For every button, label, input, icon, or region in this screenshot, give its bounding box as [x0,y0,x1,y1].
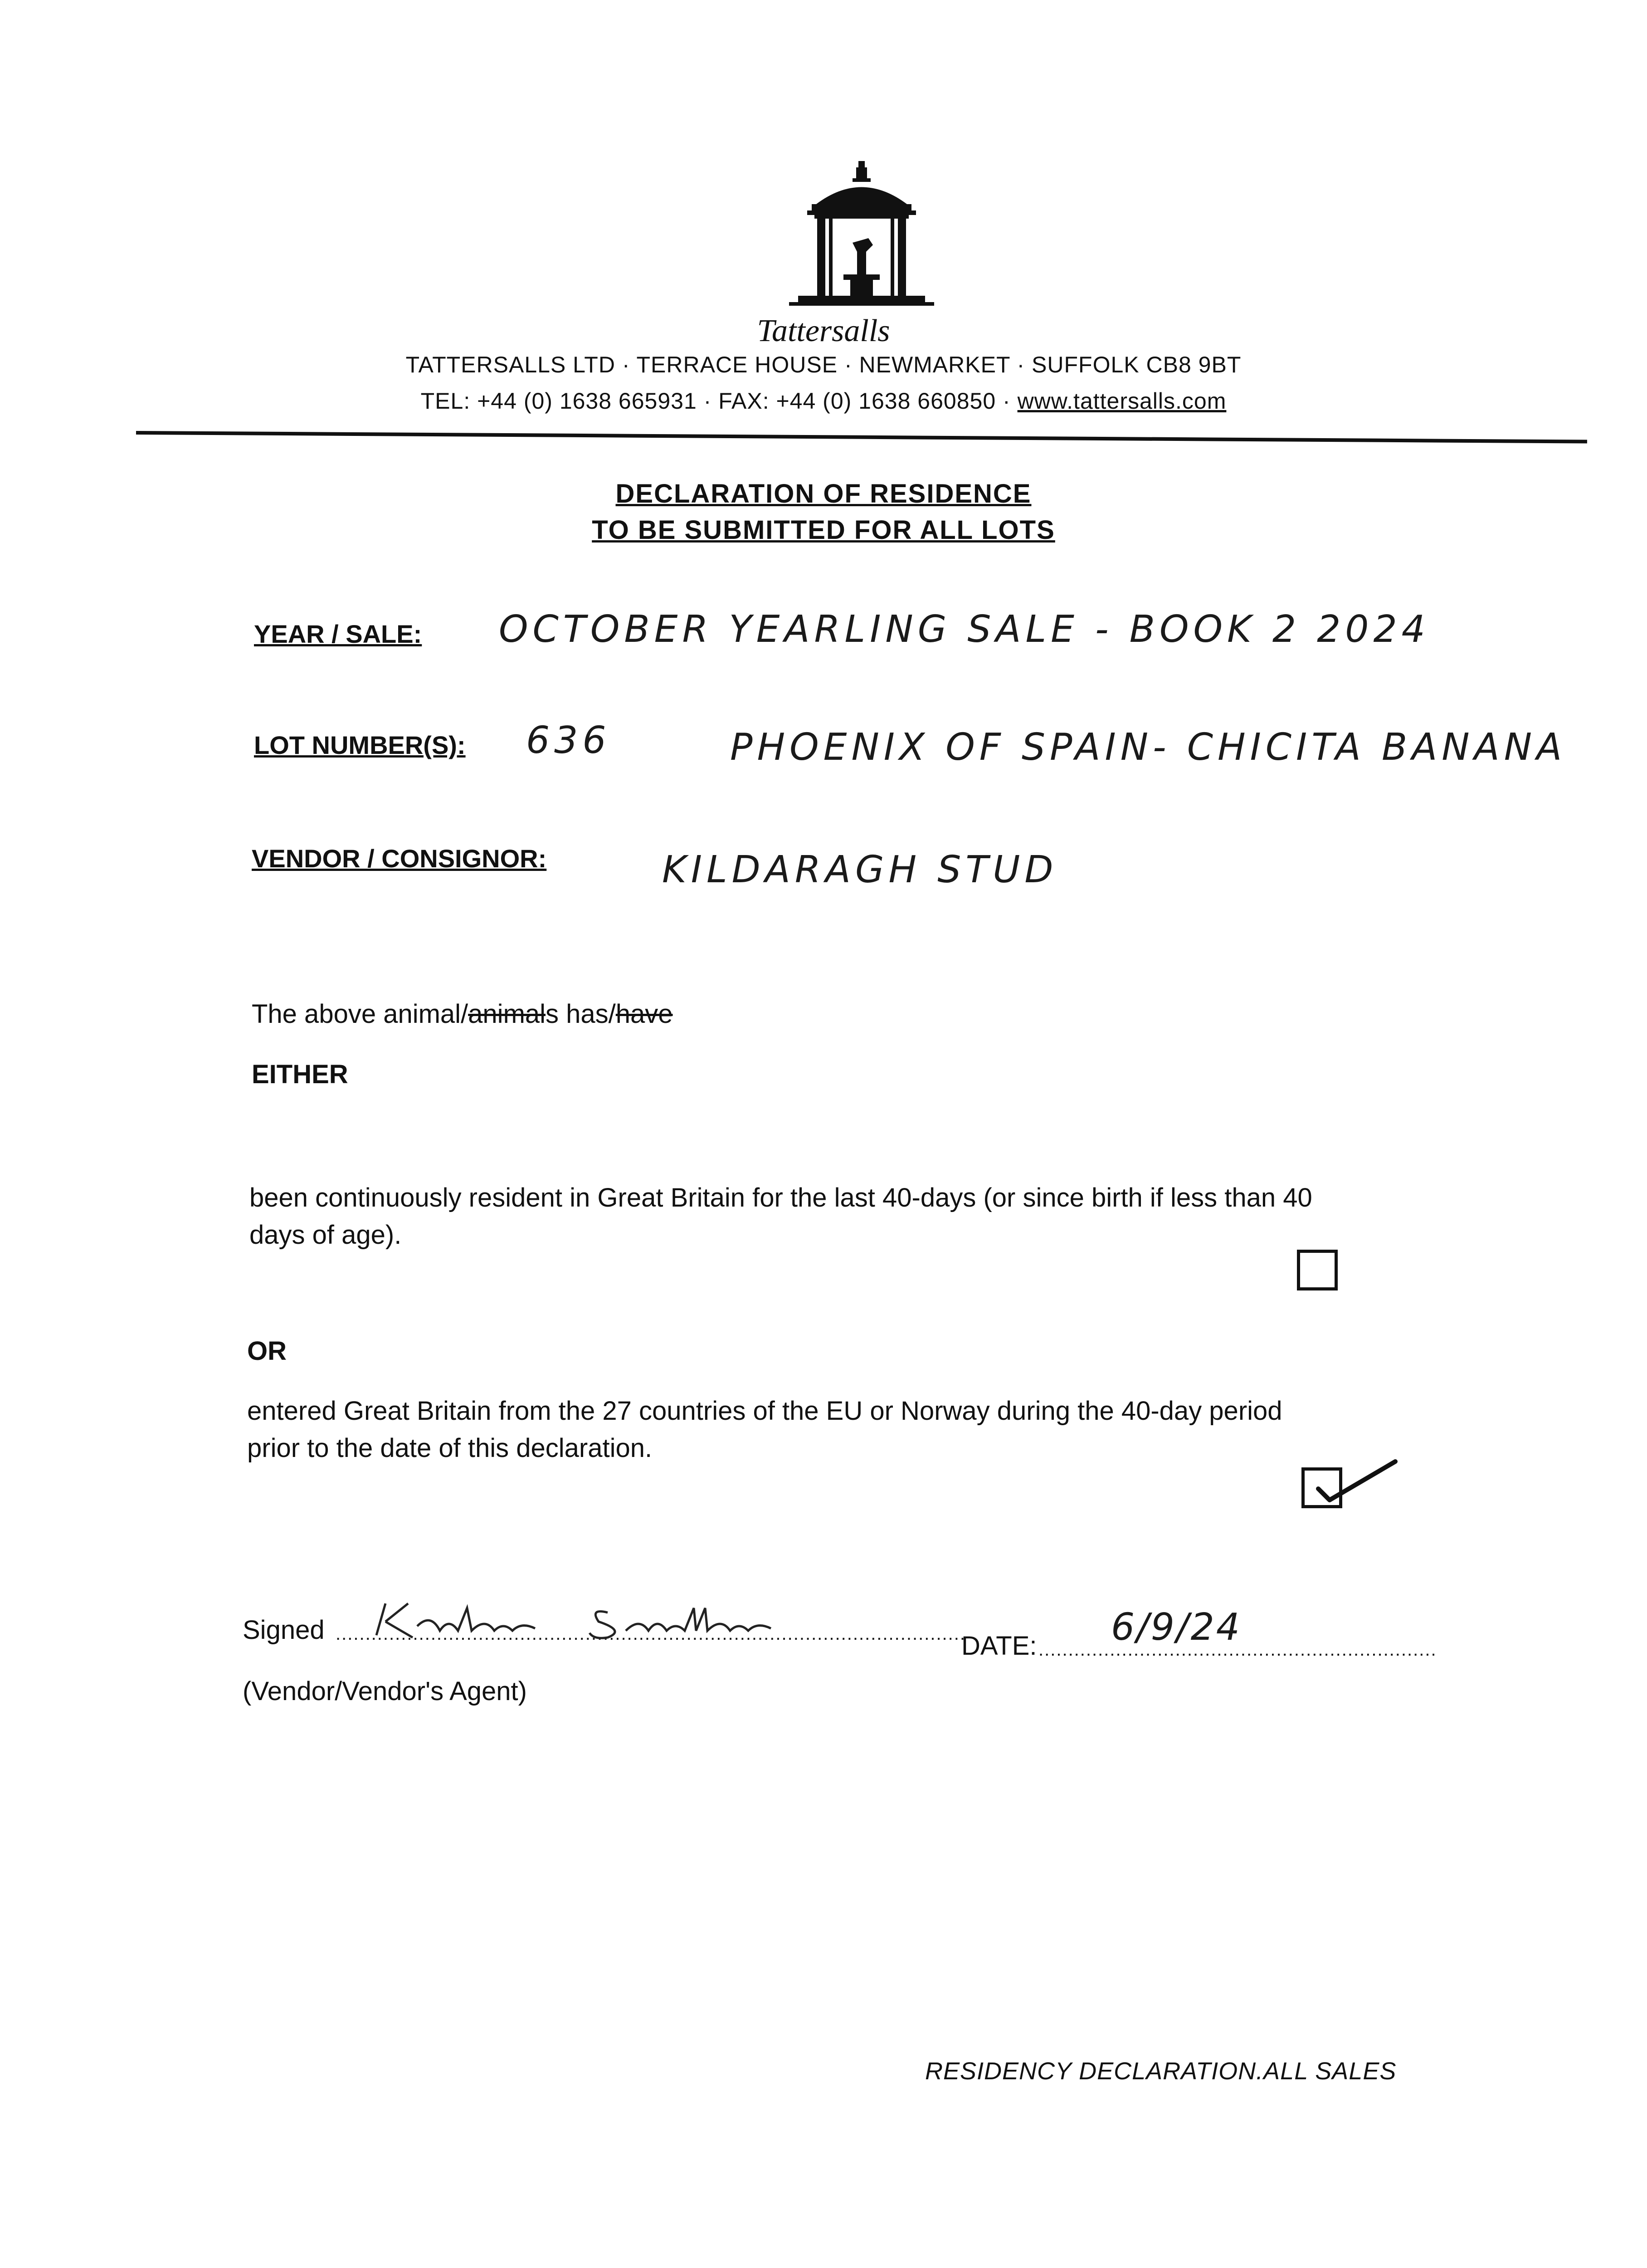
signatory-role: (Vendor/Vendor's Agent) [243,1677,527,1706]
option-entered-checkbox[interactable] [1301,1467,1342,1508]
header-divider [136,431,1587,444]
brand-name: Tattersalls [757,313,890,348]
option-entered-line1: entered Great Britain from the 27 countries of the EU or Norway during the 40-day period [247,1396,1282,1426]
option-entered-line2: prior to the date of this declaration. [247,1433,653,1463]
website-link[interactable]: www.tattersalls.com [1017,388,1227,414]
intro-text-b: s has/ [546,999,616,1029]
lot-description-value[interactable]: PHOENIX OF SPAIN- CHICITA BANANA [730,726,1567,769]
option-resident-line1: been continuously resident in Great Britain for the last 40-days (or since birth if less than 40 [249,1183,1312,1212]
struck-animal: animal [468,999,546,1029]
lot-number-value[interactable]: 636 [526,719,611,762]
form-title: DECLARATION OF RESIDENCE [615,479,1032,508]
contact-phone-fax: TEL: +44 (0) 1638 665931 · FAX: +44 (0) 1638 660850 · [420,388,1018,414]
form-subtitle: TO BE SUBMITTED FOR ALL LOTS [592,515,1055,545]
signature-dotted-line: .......................................................................................................... [336,1624,966,1644]
pavilion-statue-logo-icon [789,161,934,315]
option-resident [249,1179,1312,1254]
date-value[interactable]: 6/9/24 [1111,1606,1242,1649]
option-entered [247,1393,1282,1467]
either-label: EITHER [252,1060,348,1089]
lot-number-label: LOT NUMBER(S): [254,731,466,759]
vendor-label: VENDOR / CONSIGNOR: [252,844,547,873]
footer-form-reference: RESIDENCY DECLARATION.ALL SALES [925,2058,1397,2085]
year-sale-label: YEAR / SALE: [254,620,422,648]
checkmark-icon [1309,1452,1400,1507]
or-label: OR [247,1336,287,1366]
company-contact [0,388,1647,414]
vendor-value[interactable]: KILDARAGH STUD [662,848,1058,891]
date-dotted-line: ................................................................... [1038,1640,1437,1660]
date-label: DATE: [961,1631,1037,1661]
intro-text-a: The above animal/ [252,999,468,1029]
struck-have: have [615,999,673,1029]
signed-label: Signed [243,1615,325,1645]
signature-scribble-icon [372,1599,825,1644]
year-sale-value[interactable]: OCTOBER YEARLING SALE - BOOK 2 2024 [499,608,1430,651]
statement-intro [252,996,673,1033]
option-resident-checkbox[interactable] [1297,1250,1338,1290]
company-address: TATTERSALLS LTD · TERRACE HOUSE · NEWMARKET · SUFFOLK CB8 9BT [405,352,1242,377]
option-resident-line2: days of age). [249,1220,402,1250]
